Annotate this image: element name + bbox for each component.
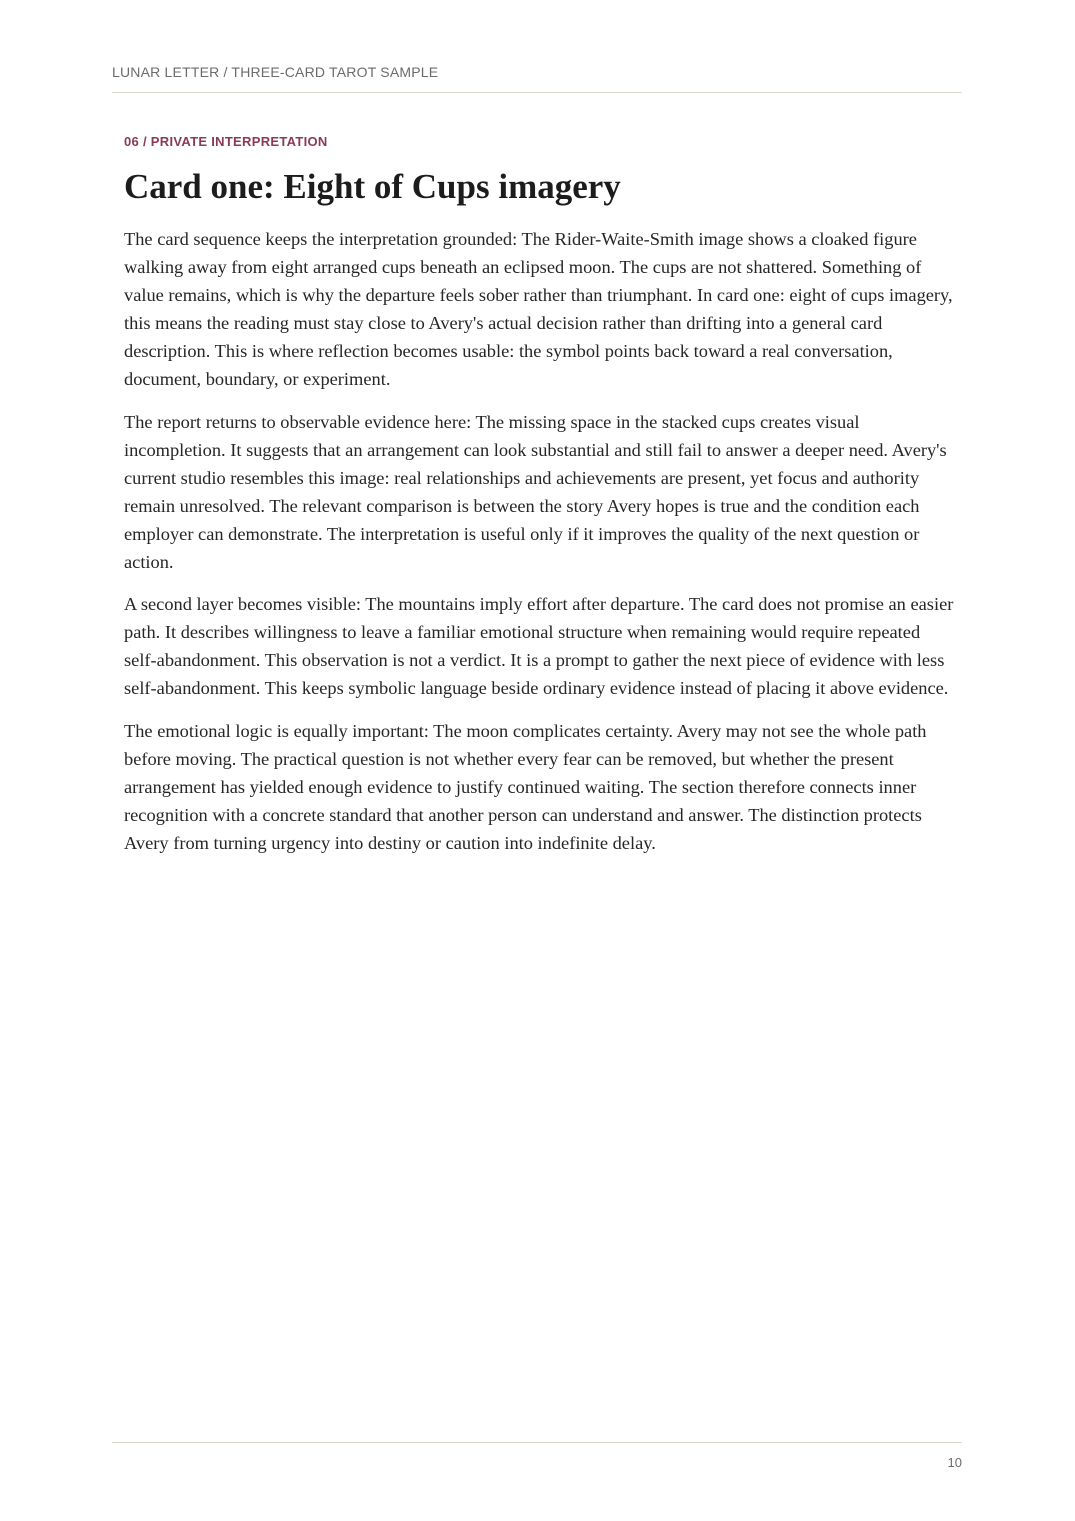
body-paragraph: A second layer becomes visible: The mountains imply effort after departure. The card does not promise an easier path. It describes willingness to leave a familiar emotional structure when remaining would require repeated self-abandonment. This observation is not a verdict. It is a prompt to gather the next piece of evidence with less self-abandonment. This keeps symbolic language beside ordinary evidence instead of placing it above evidence. — [124, 594, 954, 698]
running-header-title: LUNAR LETTER / THREE-CARD TAROT SAMPLE — [112, 64, 439, 80]
page-footer — [112, 1442, 962, 1470]
body-paragraph: The emotional logic is equally important: The moon complicates certainty. Avery may not see the whole path before moving. The practical question is not whether every fear can be removed, but whether the present arrangement has yielded enough evidence to justify continued waiting. The section therefore connects inner recognition with a concrete standard that another person can understand and answer. The distinction protects Avery from turning urgency into destiny or caution into indefinite delay. — [124, 720, 927, 853]
page-title: Card one: Eight of Cups imagery — [124, 167, 621, 206]
main-content — [124, 133, 956, 871]
page-header — [112, 64, 962, 93]
section-label: 06 / PRIVATE INTERPRETATION — [124, 134, 328, 149]
body-paragraph: The report returns to observable evidence here: The missing space in the stacked cups creates visual incompletion. It suggests that an arrangement can look substantial and still fail to answer a deeper need. Avery's current studio resembles this image: real relationships and achievements are present, yet focus and authority remain unresolved. The relevant comparison is between the story Avery hopes is true and the condition each employer can demonstrate. The interpretation is useful only if it improves the quality of the next question or action. — [124, 411, 947, 572]
page-number: 10 — [947, 1455, 962, 1470]
body-paragraph: The card sequence keeps the interpretation grounded: The Rider-Waite-Smith image shows a cloaked figure walking away from eight arranged cups beneath an eclipsed moon. The cups are not shattered. Something of value remains, which is why the departure feels sober rather than triumphant. In card one: eight of cups imagery, this means the reading must stay close to Avery's actual decision rather than drifting into a general card description. This is where reflection becomes usable: the symbol points back toward a real conversation, document, boundary, or experiment. — [124, 229, 953, 389]
